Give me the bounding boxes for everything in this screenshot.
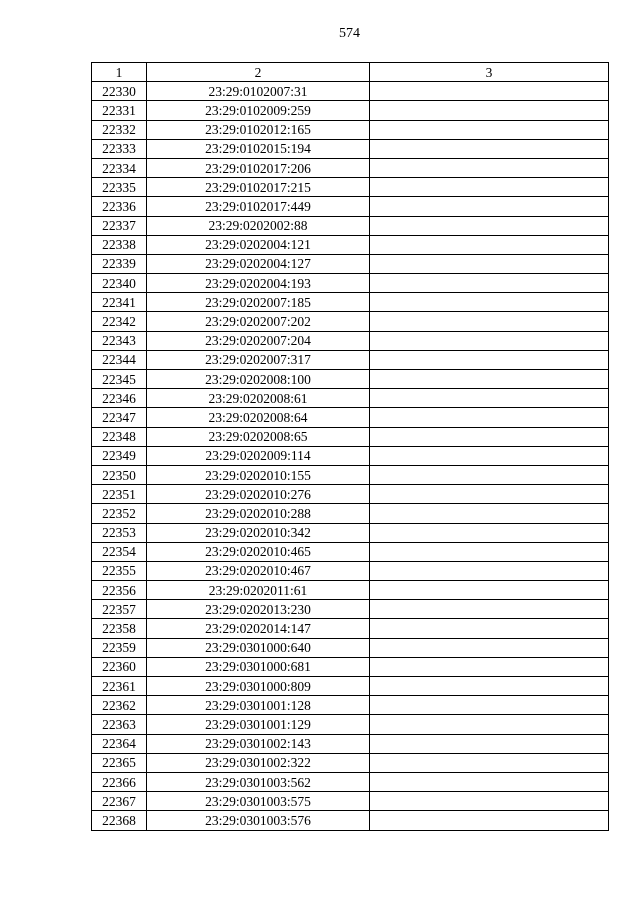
cadastral-number-cell: 23:29:0202010:288 (147, 504, 370, 523)
cadastral-number-cell: 23:29:0102007:31 (147, 82, 370, 101)
note-cell (370, 465, 609, 484)
row-number-cell: 22366 (92, 772, 147, 791)
row-number-cell: 22345 (92, 370, 147, 389)
table-row (92, 792, 609, 811)
table-header (92, 63, 609, 82)
column-header-2: 2 (147, 63, 370, 82)
cadastral-number-cell: 23:29:0102012:165 (147, 120, 370, 139)
table-row (92, 581, 609, 600)
note-cell (370, 638, 609, 657)
row-number-cell: 22357 (92, 600, 147, 619)
row-number-cell: 22348 (92, 427, 147, 446)
note-cell (370, 485, 609, 504)
table-row (92, 465, 609, 484)
table-row (92, 101, 609, 120)
table-row (92, 542, 609, 561)
page-number: 574 (339, 26, 360, 41)
header-row (92, 63, 609, 82)
row-number-cell: 22359 (92, 638, 147, 657)
note-cell (370, 715, 609, 734)
table-row (92, 734, 609, 753)
table-row (92, 638, 609, 657)
table-row (92, 216, 609, 235)
note-cell (370, 657, 609, 676)
table-row (92, 274, 609, 293)
row-number-cell: 22356 (92, 581, 147, 600)
row-number-cell: 22346 (92, 389, 147, 408)
cadastral-number-cell: 23:29:0202013:230 (147, 600, 370, 619)
note-cell (370, 427, 609, 446)
cadastral-number-cell: 23:29:0301002:322 (147, 753, 370, 772)
cadastral-number-cell: 23:29:0202007:204 (147, 331, 370, 350)
note-cell (370, 600, 609, 619)
table-row (92, 408, 609, 427)
cadastral-number-cell: 23:29:0301000:809 (147, 677, 370, 696)
row-number-cell: 22361 (92, 677, 147, 696)
cadastral-number-cell: 23:29:0301003:562 (147, 772, 370, 791)
note-cell (370, 504, 609, 523)
note-cell (370, 542, 609, 561)
table-row (92, 523, 609, 542)
note-cell (370, 408, 609, 427)
cadastral-number-cell: 23:29:0202008:64 (147, 408, 370, 427)
column-header-1: 1 (92, 63, 147, 82)
row-number-cell: 22330 (92, 82, 147, 101)
row-number-cell: 22337 (92, 216, 147, 235)
cadastral-number-cell: 23:29:0102017:449 (147, 197, 370, 216)
note-cell (370, 82, 609, 101)
table-row (92, 811, 609, 830)
note-cell (370, 446, 609, 465)
cadastral-number-cell: 23:29:0301003:575 (147, 792, 370, 811)
cadastral-number-cell: 23:29:0301001:129 (147, 715, 370, 734)
note-cell (370, 293, 609, 312)
row-number-cell: 22358 (92, 619, 147, 638)
cadastral-number-cell: 23:29:0202007:317 (147, 350, 370, 369)
note-cell (370, 772, 609, 791)
row-number-cell: 22353 (92, 523, 147, 542)
cadastral-number-cell: 23:29:0102009:259 (147, 101, 370, 120)
row-number-cell: 22333 (92, 139, 147, 158)
table-row (92, 235, 609, 254)
table-row (92, 254, 609, 273)
row-number-cell: 22347 (92, 408, 147, 427)
note-cell (370, 523, 609, 542)
cadastral-number-cell: 23:29:0102015:194 (147, 139, 370, 158)
row-number-cell: 22342 (92, 312, 147, 331)
note-cell (370, 331, 609, 350)
row-number-cell: 22363 (92, 715, 147, 734)
row-number-cell: 22352 (92, 504, 147, 523)
table-row (92, 696, 609, 715)
cadastral-number-cell: 23:29:0202007:202 (147, 312, 370, 331)
cadastral-number-cell: 23:29:0202010:276 (147, 485, 370, 504)
row-number-cell: 22351 (92, 485, 147, 504)
cadastral-number-cell: 23:29:0202011:61 (147, 581, 370, 600)
cadastral-number-cell: 23:29:0102017:206 (147, 158, 370, 177)
note-cell (370, 811, 609, 830)
table-row (92, 677, 609, 696)
table-row (92, 619, 609, 638)
cadastral-number-cell: 23:29:0202010:467 (147, 561, 370, 580)
cadastral-number-cell: 23:29:0202008:61 (147, 389, 370, 408)
row-number-cell: 22339 (92, 254, 147, 273)
table-row (92, 197, 609, 216)
note-cell (370, 370, 609, 389)
row-number-cell: 22349 (92, 446, 147, 465)
table-row (92, 331, 609, 350)
row-number-cell: 22364 (92, 734, 147, 753)
cadastral-number-cell: 23:29:0202010:465 (147, 542, 370, 561)
note-cell (370, 120, 609, 139)
cadastral-number-cell: 23:29:0202002:88 (147, 216, 370, 235)
note-cell (370, 619, 609, 638)
table-row (92, 657, 609, 676)
note-cell (370, 274, 609, 293)
registry-table (91, 62, 609, 831)
note-cell (370, 178, 609, 197)
note-cell (370, 734, 609, 753)
row-number-cell: 22341 (92, 293, 147, 312)
note-cell (370, 696, 609, 715)
row-number-cell: 22355 (92, 561, 147, 580)
table-row (92, 772, 609, 791)
table-row (92, 82, 609, 101)
cadastral-number-cell: 23:29:0202008:65 (147, 427, 370, 446)
note-cell (370, 139, 609, 158)
note-cell (370, 753, 609, 772)
note-cell (370, 158, 609, 177)
table-row (92, 120, 609, 139)
cadastral-number-cell: 23:29:0301000:681 (147, 657, 370, 676)
note-cell (370, 216, 609, 235)
table-body (92, 82, 609, 830)
cadastral-number-cell: 23:29:0202004:127 (147, 254, 370, 273)
note-cell (370, 197, 609, 216)
row-number-cell: 22334 (92, 158, 147, 177)
note-cell (370, 389, 609, 408)
table-row (92, 504, 609, 523)
cadastral-number-cell: 23:29:0202010:342 (147, 523, 370, 542)
row-number-cell: 22368 (92, 811, 147, 830)
row-number-cell: 22331 (92, 101, 147, 120)
row-number-cell: 22338 (92, 235, 147, 254)
cadastral-number-cell: 23:29:0301001:128 (147, 696, 370, 715)
table-row (92, 312, 609, 331)
row-number-cell: 22343 (92, 331, 147, 350)
table-row (92, 139, 609, 158)
cadastral-number-cell: 23:29:0202010:155 (147, 465, 370, 484)
note-cell (370, 235, 609, 254)
cadastral-number-cell: 23:29:0301003:576 (147, 811, 370, 830)
row-number-cell: 22354 (92, 542, 147, 561)
cadastral-number-cell: 23:29:0202009:114 (147, 446, 370, 465)
table-row (92, 753, 609, 772)
table-row (92, 389, 609, 408)
row-number-cell: 22360 (92, 657, 147, 676)
note-cell (370, 101, 609, 120)
row-number-cell: 22367 (92, 792, 147, 811)
cadastral-number-cell: 23:29:0202008:100 (147, 370, 370, 389)
table-row (92, 350, 609, 369)
note-cell (370, 254, 609, 273)
cadastral-number-cell: 23:29:0102017:215 (147, 178, 370, 197)
row-number-cell: 22332 (92, 120, 147, 139)
row-number-cell: 22344 (92, 350, 147, 369)
row-number-cell: 22340 (92, 274, 147, 293)
note-cell (370, 312, 609, 331)
table-row (92, 485, 609, 504)
note-cell (370, 792, 609, 811)
cadastral-number-cell: 23:29:0202004:121 (147, 235, 370, 254)
cadastral-number-cell: 23:29:0301000:640 (147, 638, 370, 657)
row-number-cell: 22335 (92, 178, 147, 197)
column-header-3: 3 (370, 63, 609, 82)
table-row (92, 370, 609, 389)
table-row (92, 446, 609, 465)
table-row (92, 427, 609, 446)
cadastral-number-cell: 23:29:0202004:193 (147, 274, 370, 293)
note-cell (370, 561, 609, 580)
table-row (92, 715, 609, 734)
row-number-cell: 22336 (92, 197, 147, 216)
note-cell (370, 350, 609, 369)
cadastral-number-cell: 23:29:0202007:185 (147, 293, 370, 312)
table-row (92, 293, 609, 312)
row-number-cell: 22350 (92, 465, 147, 484)
note-cell (370, 581, 609, 600)
table-row (92, 600, 609, 619)
row-number-cell: 22365 (92, 753, 147, 772)
note-cell (370, 677, 609, 696)
cadastral-number-cell: 23:29:0202014:147 (147, 619, 370, 638)
table-row (92, 158, 609, 177)
table-row (92, 178, 609, 197)
table-row (92, 561, 609, 580)
cadastral-number-cell: 23:29:0301002:143 (147, 734, 370, 753)
row-number-cell: 22362 (92, 696, 147, 715)
